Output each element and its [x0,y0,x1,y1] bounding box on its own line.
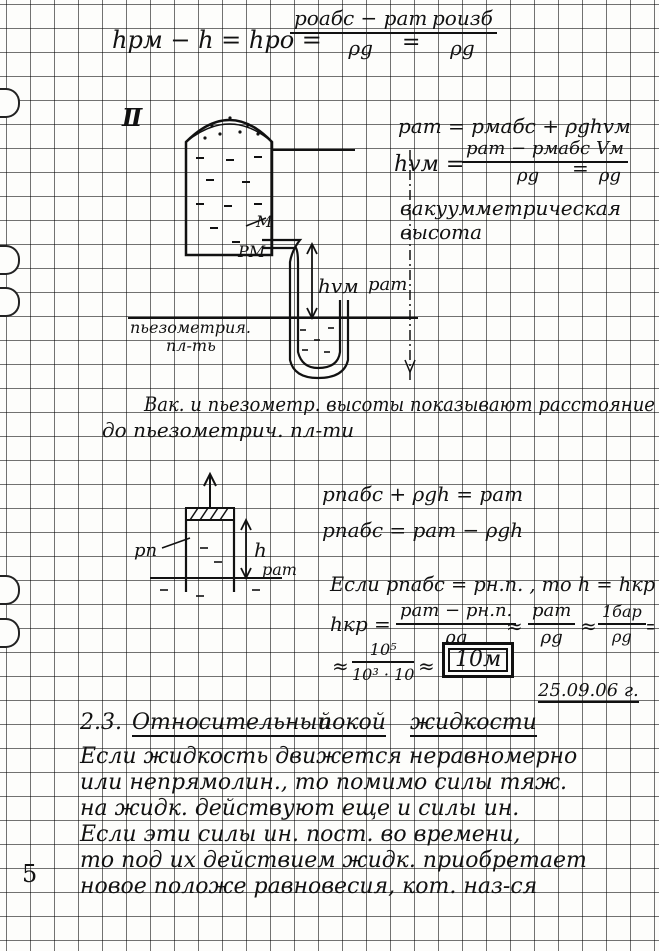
vacuum-height-lhs: hvм = [394,152,465,177]
label-piezometric-plane-1: пьезометрия. [130,318,251,337]
equation-atmospheric-balance: рат = рмабс + ρghvм [398,114,631,138]
paragraph-line-4: Если эти силы ин. пост. во времени, [80,822,521,847]
section-heading-word-1: Относительный [132,710,332,735]
formula-top-lhs: hрм − h = hрo = [112,26,322,54]
critical-height-frac1-numerator: рат − рн.п. [396,600,516,625]
numeric-fraction [352,640,414,684]
critical-height-approx-1: ≈ [506,614,523,638]
critical-height-fraction-2 [528,600,575,648]
numeric-approx-2: ≈ [418,654,435,678]
section-heading-word-3: жидкости [410,710,537,735]
critical-height-frac2-numerator: рат [528,600,575,625]
critical-height-frac1-denominator: ρg [445,627,468,648]
critical-height-frac2-denominator: ρg [540,627,563,648]
label-piezometric-plane-2: пл-ть [166,336,216,355]
critical-height-frac3-denominator: ρg [612,627,632,646]
formula-top-approx: = [402,30,421,55]
label-piston-atmospheric: рат [262,560,297,579]
caption-heights-line-2: до пьезометрич. пл-ти [102,418,355,442]
lecture-date: 25.09.06 г. [538,680,639,701]
condition-critical-height: Если рпабс = рн.п. , то h = hкр [330,572,656,596]
formula-top-frac1-denominator: ρg [348,36,373,60]
vacuum-height-frac1-denominator: ρg [516,165,540,186]
critical-height-result-box: 10м [442,642,514,678]
numeric-fraction-denominator: 10³ · 10 [352,665,415,684]
equation-piston-balance: рпабс + ρgh = рат [322,482,524,506]
vacuum-height-equals: = [572,156,589,180]
page-number: 5 [22,860,38,888]
section-heading-number: 2.3. [80,710,122,735]
vacuum-height-frac2-denominator: ρg [598,165,622,186]
section-heading-word-2: покой [318,710,386,735]
critical-height-fraction-3 [598,602,646,646]
note-vacuum-height-term-2: высота [400,220,483,244]
note-vacuum-height-term-1: вакуумметрическая [400,196,621,220]
equation-piston-pressure: рпабс = рат − ρgh [322,518,524,542]
critical-height-equals: = [646,614,656,638]
critical-height-frac3-numerator: 1бар [598,602,646,625]
paragraph-line-3: на жидк. действуют еще и силы ин. [80,796,520,821]
vacuum-height-frac1-numerator: рат − рмабс [462,138,594,163]
section-roman-numeral: Ⅱ [122,103,143,132]
critical-height-lhs: hкр = [330,612,391,636]
formula-top-frac1-numerator: рoабс − рат [290,6,431,34]
label-piston-pressure: рп [134,540,158,561]
paragraph-line-2: или непрямолин., то помимо силы тяж. [80,770,568,795]
label-vacuum-height: hvм [318,274,359,298]
numeric-fraction-numerator: 10⁵ [352,640,414,663]
label-pressure-PM: PM [238,242,266,261]
label-piston-height: h [254,538,267,562]
paragraph-line-1: Если жидкость движется неравномерно [80,744,578,769]
formula-top-frac2-denominator: ρg [450,36,475,60]
vacuum-height-frac2-numerator: Vм [592,138,628,163]
formula-top-frac2-numerator: рoизб [428,6,497,34]
paragraph-line-6: новое положе равновесия, кот. наз-ся [80,874,538,899]
numeric-approx-1: ≈ [332,654,349,678]
critical-height-approx-2: ≈ [580,614,597,638]
caption-heights-line-1: Вак. и пьезометр. высоты показывают расстояние [144,392,655,416]
label-atmospheric-pressure: рат [368,274,408,295]
paragraph-line-5: то под их действием жидк. приобретает [80,848,587,873]
label-point-M: M [256,212,273,231]
